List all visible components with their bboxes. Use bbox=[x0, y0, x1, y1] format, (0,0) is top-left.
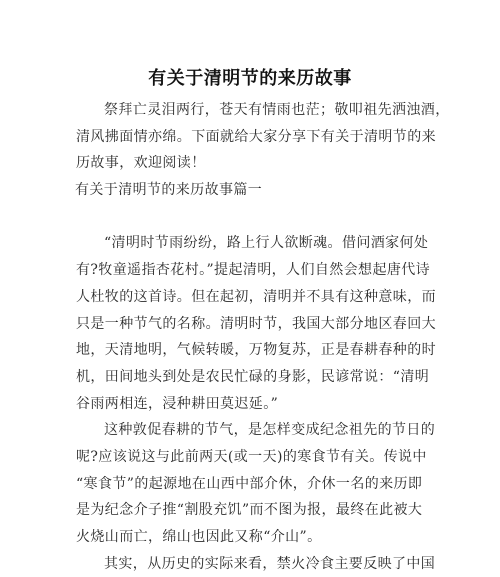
paragraph-2-line: 呢?应该说这与此前两天(或一天)的寒食节有关。传说中 bbox=[76, 448, 427, 465]
paragraph-1-line: 谷雨两相连，浸种耕田莫迟延。” bbox=[76, 395, 279, 412]
section-heading: 有关于清明节的来历故事篇一 bbox=[75, 182, 263, 199]
intro-line: 历故事，欢迎阅读！ bbox=[76, 155, 206, 172]
paragraph-2-line: 是为纪念介子推“割股充饥”而不图为报，最终在此被大 bbox=[76, 502, 423, 519]
paragraph-1-line: 机，田间地头到处是农民忙碌的身影，民谚常说：“清明 bbox=[76, 368, 430, 385]
paragraph-2-line: “寒食节”的起源地在山西中部介休，介休一名的来历即 bbox=[76, 475, 423, 492]
blank-line bbox=[76, 204, 428, 231]
paragraph-1-line: 只是一种节气的名称。清明时节，我国大部分地区春回大 bbox=[76, 315, 436, 332]
paragraph-1-line: 地，天清地明，气候转暖，万物复苏，正是春耕春种的时 bbox=[76, 342, 436, 359]
intro-line: 祭拜亡灵泪两行，苍天有情雨也茫；敬叩祖先洒浊酒， bbox=[104, 102, 450, 118]
document-title: 有关于清明节的来历故事 bbox=[148, 68, 352, 89]
paragraph-2-line: 火烧山而亡，绵山也因此又称“介山”。 bbox=[76, 529, 322, 545]
paragraph-1-line: “清明时节雨纷纷，路上行人欲断魂。借问酒家何处 bbox=[104, 235, 429, 252]
intro-line: 清风拂面情亦绵。下面就给大家分享下有关于清明节的来 bbox=[76, 128, 436, 145]
paragraph-3-line: 其实，从历史的实际来看，禁火冷食主要反映了中国 bbox=[104, 555, 436, 572]
paragraph-1-line: 有?牧童遥指杏花村。”提起清明，人们自然会想起唐代诗 bbox=[76, 262, 431, 279]
paragraph-1-line: 人杜牧的这首诗。但在起初，清明并不具有这种意味，而 bbox=[76, 288, 436, 305]
document-body bbox=[75, 97, 450, 577]
paragraph-2-line: 这种敦促春耕的节气，是怎样变成纪念祖先的节日的 bbox=[104, 422, 436, 439]
